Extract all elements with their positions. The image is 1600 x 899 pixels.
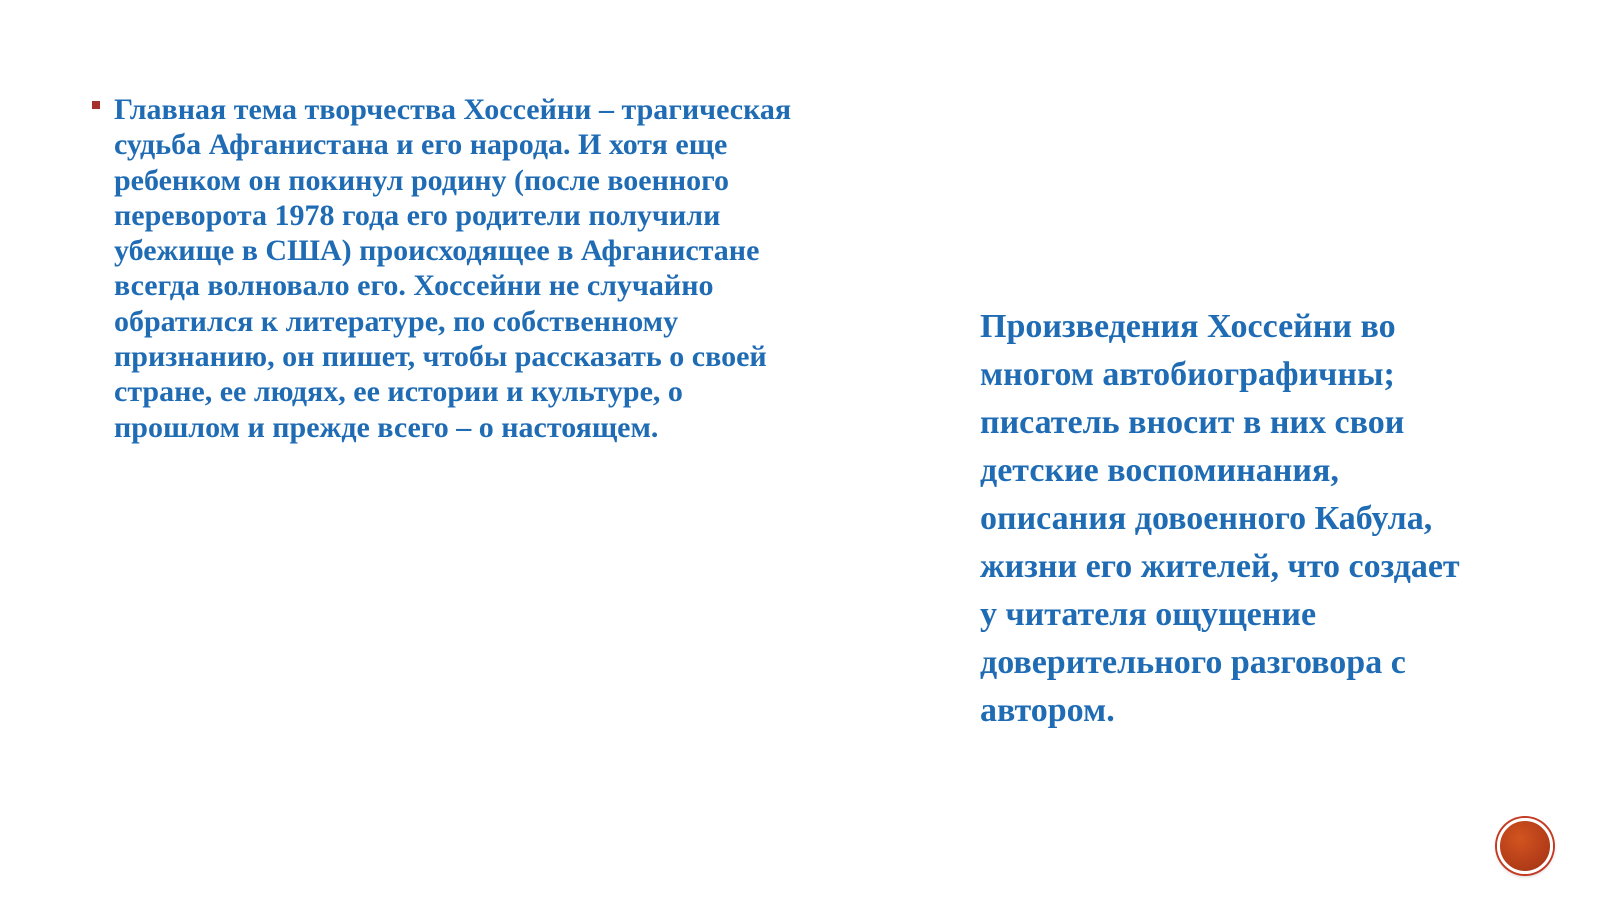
- bullet-paragraph: [92, 92, 812, 445]
- main-theme-text: Главная тема творчества Хоссейни – трагическая судьба Афганистана и его народа. И хотя еще ребенком он покинул родину (после военного переворота 1978 года его родители получили убежище в США) происходящее в Афганистане всегда волновало его. Хоссейни не случайно обратился к литературе, по собственному признанию, он пишет, чтобы рассказать о своей стране, ее людях, ее истории и культуре, о прошлом и прежде всего – о настоящем.: [114, 93, 792, 444]
- autobiography-text: Произведения Хоссейни во многом автобиографичны; писатель вносит в них свои детские воспоминания, описания довоенного Кабула, жизни его жителей, что создает у читателя ощущение доверительного разговора с автором.: [980, 308, 1460, 729]
- circle-button-icon[interactable]: [1497, 818, 1553, 874]
- square-bullet-icon: [92, 101, 100, 109]
